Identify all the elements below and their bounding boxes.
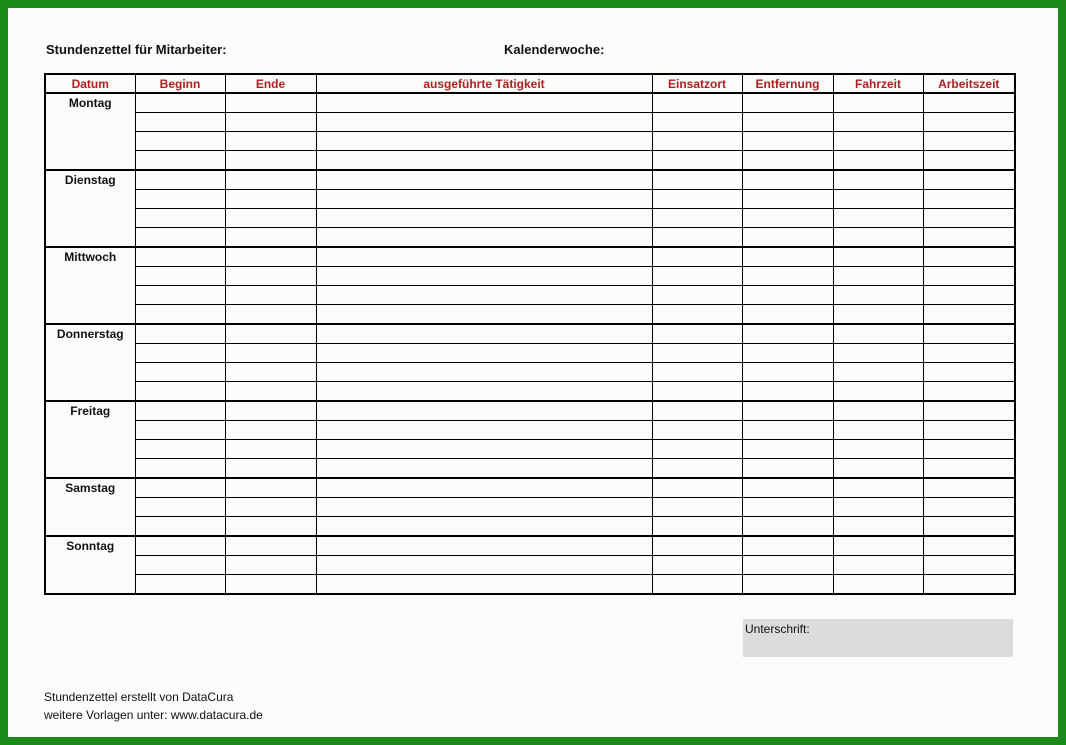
entry-cell[interactable] (135, 324, 225, 344)
day-label: Dienstag (45, 170, 135, 247)
entry-cell[interactable] (923, 132, 1015, 151)
entry-cell[interactable] (652, 324, 742, 344)
entry-cell[interactable] (652, 113, 742, 132)
entry-cell[interactable] (316, 575, 652, 595)
entry-cell[interactable] (225, 286, 316, 305)
entry-cell[interactable] (652, 575, 742, 595)
calendar-week-label: Kalenderwoche: (504, 42, 605, 57)
entry-cell[interactable] (923, 517, 1015, 537)
entry-cell[interactable] (135, 401, 225, 421)
entry-cell[interactable] (225, 344, 316, 363)
entry-cell[interactable] (742, 344, 833, 363)
entry-cell[interactable] (652, 247, 742, 267)
entry-cell[interactable] (135, 113, 225, 132)
entry-cell[interactable] (833, 324, 923, 344)
entry-cell[interactable] (652, 190, 742, 209)
column-header: Arbeitszeit (923, 74, 1015, 93)
column-header: Beginn (135, 74, 225, 93)
entry-cell[interactable] (652, 517, 742, 537)
entry-cell[interactable] (135, 267, 225, 286)
entry-cell[interactable] (833, 382, 923, 402)
table-row (45, 363, 1015, 382)
entry-cell[interactable] (225, 498, 316, 517)
entry-cell[interactable] (833, 478, 923, 498)
entry-cell[interactable] (316, 305, 652, 325)
entry-cell[interactable] (652, 93, 742, 113)
entry-cell[interactable] (833, 344, 923, 363)
entry-cell[interactable] (316, 93, 652, 113)
entry-cell[interactable] (652, 498, 742, 517)
timesheet-table (44, 73, 1016, 595)
entry-cell[interactable] (652, 305, 742, 325)
entry-cell[interactable] (742, 247, 833, 267)
entry-cell[interactable] (742, 190, 833, 209)
entry-cell[interactable] (652, 421, 742, 440)
entry-cell[interactable] (742, 517, 833, 537)
footer-credit: Stundenzettel erstellt von DataCura (44, 690, 234, 704)
entry-cell[interactable] (225, 190, 316, 209)
table-header-row (45, 74, 1015, 93)
table-row (45, 170, 1015, 190)
day-label: Montag (45, 93, 135, 170)
entry-cell[interactable] (316, 113, 652, 132)
entry-cell[interactable] (225, 132, 316, 151)
entry-cell[interactable] (135, 536, 225, 556)
entry-cell[interactable] (652, 478, 742, 498)
entry-cell[interactable] (135, 421, 225, 440)
entry-cell[interactable] (225, 363, 316, 382)
entry-cell[interactable] (742, 536, 833, 556)
entry-cell[interactable] (923, 344, 1015, 363)
entry-cell[interactable] (923, 478, 1015, 498)
table-row (45, 228, 1015, 248)
entry-cell[interactable] (833, 247, 923, 267)
entry-cell[interactable] (316, 536, 652, 556)
entry-cell[interactable] (923, 228, 1015, 248)
entry-cell[interactable] (923, 382, 1015, 402)
entry-cell[interactable] (652, 209, 742, 228)
entry-cell[interactable] (742, 113, 833, 132)
entry-cell[interactable] (135, 93, 225, 113)
entry-cell[interactable] (742, 556, 833, 575)
entry-cell[interactable] (316, 151, 652, 171)
entry-cell[interactable] (742, 498, 833, 517)
entry-cell[interactable] (833, 267, 923, 286)
entry-cell[interactable] (316, 344, 652, 363)
entry-cell[interactable] (135, 190, 225, 209)
entry-cell[interactable] (742, 324, 833, 344)
entry-cell[interactable] (225, 478, 316, 498)
entry-cell[interactable] (135, 209, 225, 228)
column-header: Fahrzeit (833, 74, 923, 93)
signature-label: Unterschrift: (745, 622, 810, 636)
entry-cell[interactable] (923, 459, 1015, 479)
entry-cell[interactable] (923, 498, 1015, 517)
entry-cell[interactable] (135, 517, 225, 537)
entry-cell[interactable] (135, 498, 225, 517)
table-row (45, 190, 1015, 209)
entry-cell[interactable] (742, 305, 833, 325)
entry-cell[interactable] (316, 228, 652, 248)
entry-cell[interactable] (135, 286, 225, 305)
table-row (45, 382, 1015, 402)
entry-cell[interactable] (833, 228, 923, 248)
entry-cell[interactable] (652, 382, 742, 402)
entry-cell[interactable] (923, 247, 1015, 267)
entry-cell[interactable] (833, 440, 923, 459)
entry-cell[interactable] (923, 93, 1015, 113)
entry-cell[interactable] (225, 113, 316, 132)
entry-cell[interactable] (923, 209, 1015, 228)
entry-cell[interactable] (316, 132, 652, 151)
entry-cell[interactable] (225, 536, 316, 556)
table-row (45, 401, 1015, 421)
table-row (45, 305, 1015, 325)
entry-cell[interactable] (923, 363, 1015, 382)
table-row (45, 132, 1015, 151)
entry-cell[interactable] (225, 556, 316, 575)
table-row (45, 247, 1015, 267)
entry-cell[interactable] (742, 478, 833, 498)
entry-cell[interactable] (742, 170, 833, 190)
entry-cell[interactable] (316, 209, 652, 228)
entry-cell[interactable] (135, 382, 225, 402)
entry-cell[interactable] (225, 305, 316, 325)
entry-cell[interactable] (135, 151, 225, 171)
entry-cell[interactable] (225, 459, 316, 479)
entry-cell[interactable] (135, 459, 225, 479)
entry-cell[interactable] (742, 228, 833, 248)
entry-cell[interactable] (316, 478, 652, 498)
entry-cell[interactable] (652, 344, 742, 363)
column-header: Datum (45, 74, 135, 93)
timesheet-body (45, 93, 1015, 594)
entry-cell[interactable] (833, 421, 923, 440)
entry-cell[interactable] (742, 267, 833, 286)
table-row (45, 440, 1015, 459)
entry-cell[interactable] (833, 132, 923, 151)
day-label: Mittwoch (45, 247, 135, 324)
entry-cell[interactable] (833, 170, 923, 190)
entry-cell[interactable] (923, 267, 1015, 286)
entry-cell[interactable] (833, 536, 923, 556)
entry-cell[interactable] (316, 382, 652, 402)
entry-cell[interactable] (742, 421, 833, 440)
entry-cell[interactable] (225, 151, 316, 171)
entry-cell[interactable] (923, 421, 1015, 440)
entry-cell[interactable] (316, 440, 652, 459)
entry-cell[interactable] (833, 286, 923, 305)
table-row (45, 517, 1015, 537)
table-row (45, 556, 1015, 575)
entry-cell[interactable] (742, 382, 833, 402)
table-row (45, 93, 1015, 113)
entry-cell[interactable] (833, 151, 923, 171)
entry-cell[interactable] (833, 401, 923, 421)
entry-cell[interactable] (742, 93, 833, 113)
entry-cell[interactable] (652, 536, 742, 556)
entry-cell[interactable] (652, 286, 742, 305)
entry-cell[interactable] (923, 151, 1015, 171)
day-label: Donnerstag (45, 324, 135, 401)
table-row (45, 113, 1015, 132)
column-header: Entfernung (742, 74, 833, 93)
entry-cell[interactable] (652, 228, 742, 248)
entry-cell[interactable] (923, 575, 1015, 595)
entry-cell[interactable] (225, 517, 316, 537)
sheet-title: Stundenzettel für Mitarbeiter: (46, 42, 227, 57)
footer-link: weitere Vorlagen unter: www.datacura.de (44, 708, 263, 722)
entry-cell[interactable] (652, 267, 742, 286)
entry-cell[interactable] (742, 132, 833, 151)
entry-cell[interactable] (923, 324, 1015, 344)
entry-cell[interactable] (742, 209, 833, 228)
entry-cell[interactable] (652, 459, 742, 479)
entry-cell[interactable] (135, 305, 225, 325)
entry-cell[interactable] (225, 401, 316, 421)
entry-cell[interactable] (316, 267, 652, 286)
entry-cell[interactable] (316, 324, 652, 344)
entry-cell[interactable] (225, 228, 316, 248)
entry-cell[interactable] (135, 344, 225, 363)
entry-cell[interactable] (225, 93, 316, 113)
entry-cell[interactable] (833, 575, 923, 595)
entry-cell[interactable] (742, 363, 833, 382)
entry-cell[interactable] (652, 440, 742, 459)
entry-cell[interactable] (652, 151, 742, 171)
day-label: Samstag (45, 478, 135, 536)
entry-cell[interactable] (316, 170, 652, 190)
entry-cell[interactable] (225, 247, 316, 267)
entry-cell[interactable] (833, 517, 923, 537)
entry-cell[interactable] (742, 151, 833, 171)
entry-cell[interactable] (833, 459, 923, 479)
entry-cell[interactable] (923, 440, 1015, 459)
entry-cell[interactable] (316, 363, 652, 382)
entry-cell[interactable] (316, 247, 652, 267)
entry-cell[interactable] (135, 228, 225, 248)
entry-cell[interactable] (742, 575, 833, 595)
entry-cell[interactable] (652, 401, 742, 421)
entry-cell[interactable] (225, 170, 316, 190)
table-row (45, 286, 1015, 305)
entry-cell[interactable] (923, 536, 1015, 556)
day-label: Freitag (45, 401, 135, 478)
entry-cell[interactable] (316, 190, 652, 209)
entry-cell[interactable] (652, 363, 742, 382)
entry-cell[interactable] (923, 556, 1015, 575)
entry-cell[interactable] (316, 286, 652, 305)
table-row (45, 151, 1015, 171)
entry-cell[interactable] (923, 401, 1015, 421)
table-row (45, 209, 1015, 228)
entry-cell[interactable] (316, 421, 652, 440)
entry-cell[interactable] (316, 498, 652, 517)
entry-cell[interactable] (316, 401, 652, 421)
table-row (45, 478, 1015, 498)
table-row (45, 459, 1015, 479)
entry-cell[interactable] (135, 478, 225, 498)
entry-cell[interactable] (225, 575, 316, 595)
column-header: ausgeführte Tätigkeit (316, 74, 652, 93)
entry-cell[interactable] (923, 190, 1015, 209)
entry-cell[interactable] (135, 440, 225, 459)
table-row (45, 267, 1015, 286)
entry-cell[interactable] (652, 132, 742, 151)
entry-cell[interactable] (135, 132, 225, 151)
entry-cell[interactable] (742, 286, 833, 305)
day-label: Sonntag (45, 536, 135, 594)
entry-cell[interactable] (225, 440, 316, 459)
table-row (45, 575, 1015, 595)
entry-cell[interactable] (135, 247, 225, 267)
entry-cell[interactable] (833, 209, 923, 228)
entry-cell[interactable] (833, 305, 923, 325)
entry-cell[interactable] (833, 498, 923, 517)
signature-field[interactable] (743, 619, 1013, 657)
entry-cell[interactable] (833, 93, 923, 113)
table-row (45, 324, 1015, 344)
entry-cell[interactable] (742, 459, 833, 479)
entry-cell[interactable] (742, 401, 833, 421)
entry-cell[interactable] (923, 286, 1015, 305)
entry-cell[interactable] (833, 556, 923, 575)
entry-cell[interactable] (652, 170, 742, 190)
entry-cell[interactable] (923, 305, 1015, 325)
entry-cell[interactable] (135, 363, 225, 382)
entry-cell[interactable] (225, 267, 316, 286)
entry-cell[interactable] (316, 459, 652, 479)
entry-cell[interactable] (225, 324, 316, 344)
column-header: Ende (225, 74, 316, 93)
entry-cell[interactable] (135, 170, 225, 190)
entry-cell[interactable] (923, 170, 1015, 190)
table-row (45, 498, 1015, 517)
entry-cell[interactable] (923, 113, 1015, 132)
entry-cell[interactable] (225, 421, 316, 440)
table-row (45, 344, 1015, 363)
entry-cell[interactable] (225, 209, 316, 228)
entry-cell[interactable] (833, 363, 923, 382)
column-header: Einsatzort (652, 74, 742, 93)
entry-cell[interactable] (135, 556, 225, 575)
entry-cell[interactable] (833, 190, 923, 209)
entry-cell[interactable] (833, 113, 923, 132)
entry-cell[interactable] (742, 440, 833, 459)
table-row (45, 536, 1015, 556)
entry-cell[interactable] (316, 517, 652, 537)
entry-cell[interactable] (652, 556, 742, 575)
entry-cell[interactable] (225, 382, 316, 402)
entry-cell[interactable] (316, 556, 652, 575)
entry-cell[interactable] (135, 575, 225, 595)
table-row (45, 421, 1015, 440)
